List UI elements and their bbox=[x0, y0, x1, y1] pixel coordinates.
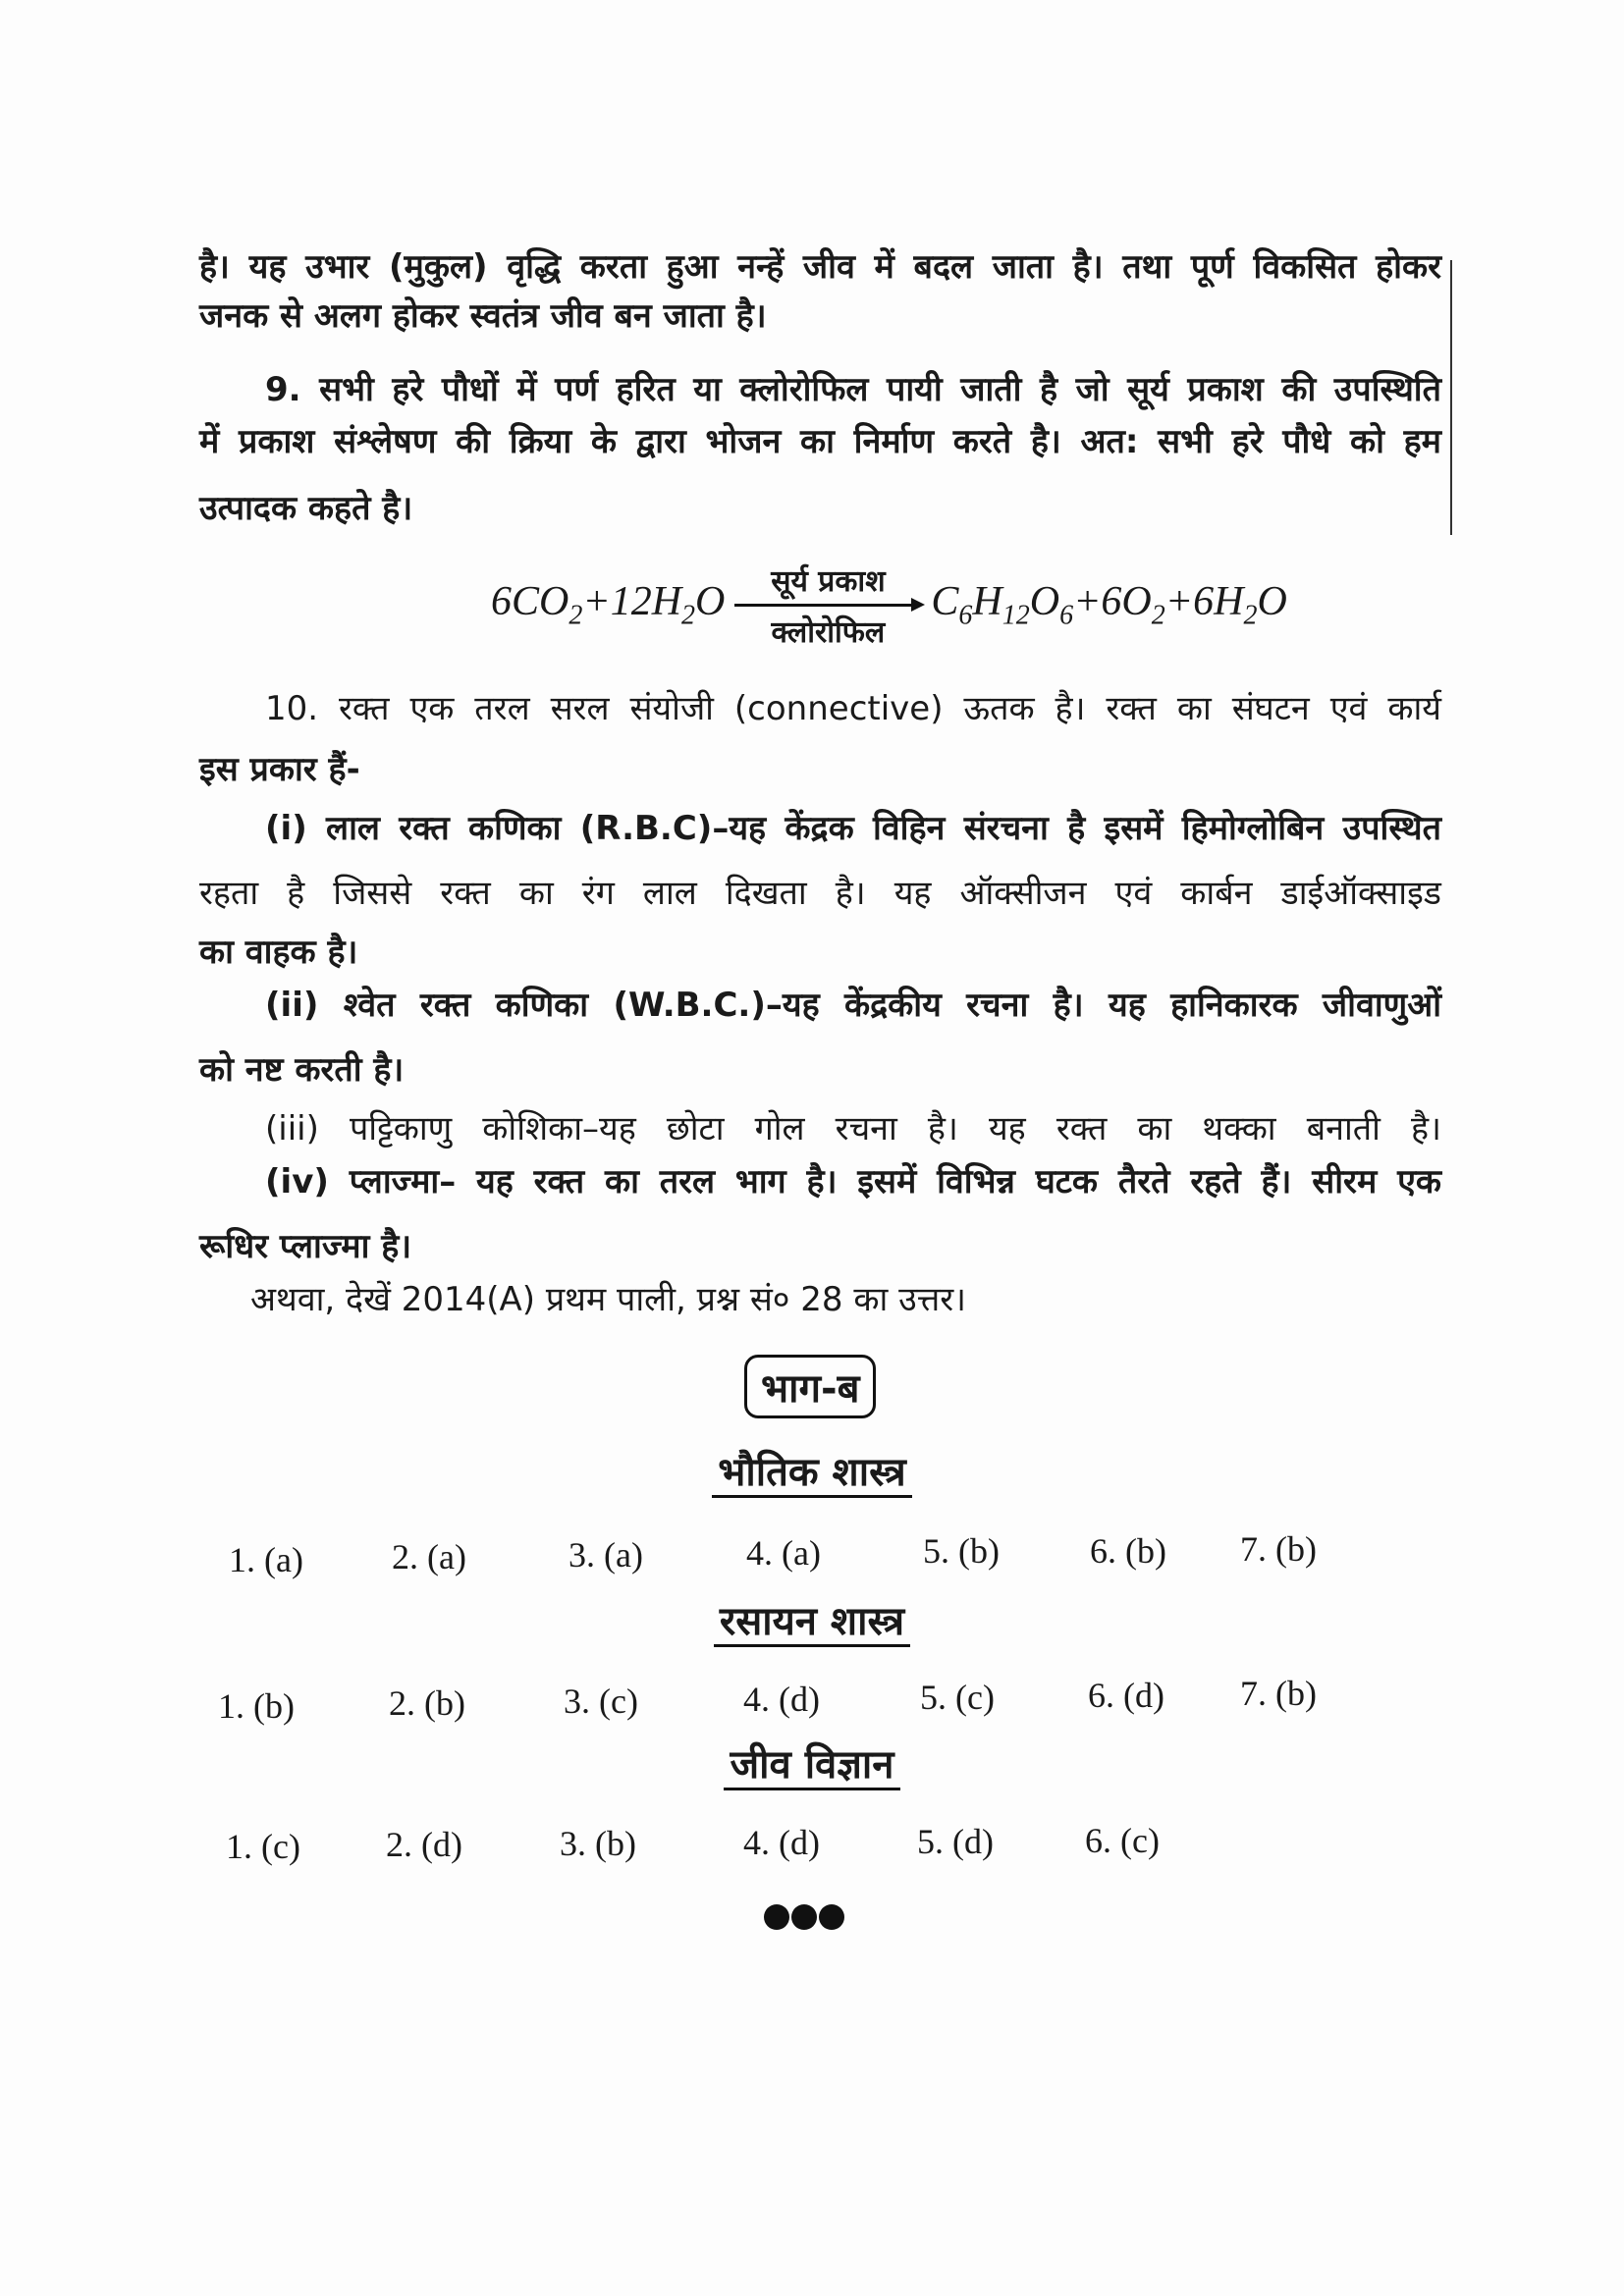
text-line: उत्पादक कहते है। bbox=[199, 489, 413, 528]
text-line: जनक से अलग होकर स्वतंत्र जीव बन जाता है। bbox=[199, 296, 767, 336]
answer: 7. (b) bbox=[1240, 1529, 1317, 1569]
text-line: अथवा, देखें 2014(A) प्रथम पाली, प्रश्न सं० 28 का उत्तर। bbox=[250, 1280, 967, 1319]
answer: 1. (a) bbox=[229, 1540, 303, 1579]
answer: 2. (b) bbox=[389, 1683, 465, 1723]
answer: 2. (d) bbox=[386, 1825, 462, 1864]
answer: 5. (b) bbox=[923, 1531, 1000, 1571]
text-line: 9. सभी हरे पौधों में पर्ण हरित या क्लोरोफिल पायी जाती है जो सूर्य प्रकाश की उपस्थिति bbox=[265, 370, 1441, 409]
text-line: रूधिर प्लाज्मा है। bbox=[199, 1227, 412, 1266]
answer: 7. (b) bbox=[1240, 1674, 1317, 1713]
answer: 6. (c) bbox=[1085, 1821, 1160, 1860]
photosynthesis-equation: $6CO_2+12H_2O$ सूर्य प्रकाश क्लोरोफिल $C_6H_{12}O_6+6O_2+6H_2O$ bbox=[491, 560, 1287, 651]
subject-heading: रसायन शास्त्र bbox=[0, 1592, 1624, 1646]
answer: 3. (c) bbox=[564, 1682, 638, 1721]
answer: 3. (a) bbox=[568, 1535, 643, 1575]
answer: 1. (c) bbox=[226, 1827, 300, 1866]
answer: 4. (a) bbox=[746, 1533, 821, 1573]
answer: 6. (d) bbox=[1088, 1676, 1164, 1715]
text-line: है। यह उभार (मुकुल) वृद्धि करता हुआ नन्हें जीव में बदल जाता है। तथा पूर्ण विकसित होकर bbox=[199, 247, 1441, 287]
text-line: में प्रकाश संश्लेषण की क्रिया के द्वारा भोजन का निर्माण करते है। अत: सभी हरे पौधे को हम bbox=[199, 422, 1441, 461]
margin-line bbox=[1450, 260, 1452, 535]
answer: 2. (a) bbox=[392, 1537, 466, 1576]
answer: 5. (d) bbox=[917, 1822, 994, 1861]
subject-heading: जीव विज्ञान bbox=[0, 1735, 1624, 1789]
text-line: (iv) प्लाज्मा– यह रक्त का तरल भाग है। इसमें विभिन्न घटक तैरते रहते हैं। सीरम एक bbox=[265, 1162, 1441, 1201]
text-line: (iii) पट्टिकाणु कोशिका–यह छोटा गोल रचना है। यह रक्त का थक्का बनाती है। bbox=[265, 1109, 1441, 1148]
text-line: (ii) श्वेत रक्त कणिका (W.B.C.)–यह केंद्रकीय रचना है। यह हानिकारक जीवाणुओं bbox=[265, 986, 1441, 1025]
reaction-arrow: सूर्य प्रकाश क्लोरोफिल bbox=[734, 560, 921, 651]
text-line: रहता है जिससे रक्त का रंग लाल दिखता है। यह ऑक्सीजन एवं कार्बन डाईऑक्साइड bbox=[199, 874, 1441, 913]
text-line: 10. रक्त एक तरल सरल संयोजी (connective) ऊतक है। रक्त का संघटन एवं कार्य bbox=[265, 689, 1441, 728]
answer: 3. (b) bbox=[560, 1824, 636, 1863]
answer: 6. (b) bbox=[1090, 1531, 1166, 1571]
answer: 5. (c) bbox=[920, 1678, 995, 1717]
answer: 4. (d) bbox=[743, 1823, 820, 1862]
end-dots-ornament bbox=[764, 1904, 844, 1930]
text-line: को नष्ट करती है। bbox=[199, 1050, 405, 1090]
section-title-box: भाग-ब bbox=[744, 1355, 876, 1418]
text-line: इस प्रकार हैं- bbox=[199, 750, 360, 789]
answer: 4. (d) bbox=[743, 1680, 820, 1719]
answer: 1. (b) bbox=[218, 1686, 295, 1726]
subject-heading: भौतिक शास्त्र bbox=[0, 1443, 1624, 1497]
text-line: (i) लाल रक्त कणिका (R.B.C)–यह केंद्रक विहिन संरचना है इसमें हिमोग्लोबिन उपस्थित bbox=[265, 809, 1441, 848]
text-line: का वाहक है। bbox=[199, 933, 358, 972]
